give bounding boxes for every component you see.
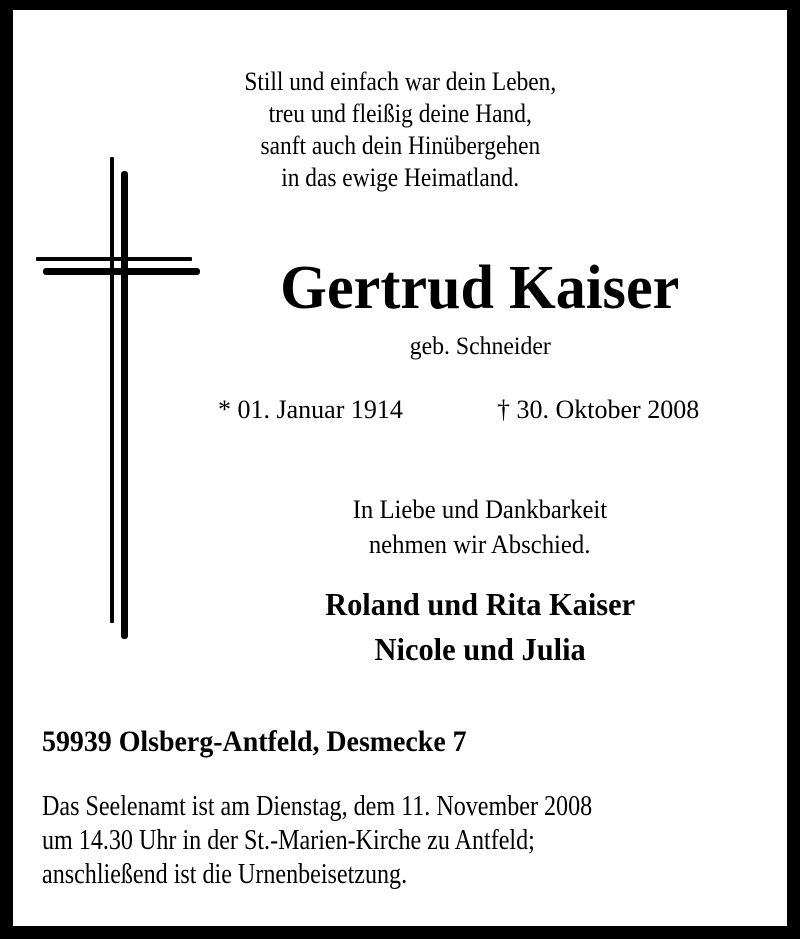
cross-thick-vertical xyxy=(121,171,128,639)
poem-line: in das ewige Heimatland. xyxy=(281,163,519,192)
service-line: Das Seelenamt ist am Dienstag, dem 11. November 2008 xyxy=(42,791,593,822)
farewell-line: In Liebe und Dankbarkeit xyxy=(352,495,608,524)
mourner-line: Roland und Rita Kaiser xyxy=(325,586,635,622)
birth-date: * 01. Januar 1914 xyxy=(218,395,403,424)
poem-line: treu und fleißig deine Hand, xyxy=(268,99,532,128)
service-line: anschließend ist die Urnenbeisetzung. xyxy=(42,859,408,890)
mourner-line: Nicole und Julia xyxy=(374,631,586,667)
poem-line: Still und einfach war dein Leben, xyxy=(244,67,556,96)
farewell-line: nehmen wir Abschied. xyxy=(369,530,591,559)
death-date: † 30. Oktober 2008 xyxy=(497,395,700,424)
maiden-name: geb. Schneider xyxy=(409,333,551,360)
deceased-name: Gertrud Kaiser xyxy=(280,254,680,322)
service-line: um 14.30 Uhr in der St.-Marien-Kirche zu Antfeld; xyxy=(42,825,535,856)
poem-line: sanft auch dein Hinübergehen xyxy=(260,131,540,160)
cross-thin-vertical xyxy=(110,157,114,623)
address: 59939 Olsberg-Antfeld, Desmecke 7 xyxy=(42,725,467,758)
